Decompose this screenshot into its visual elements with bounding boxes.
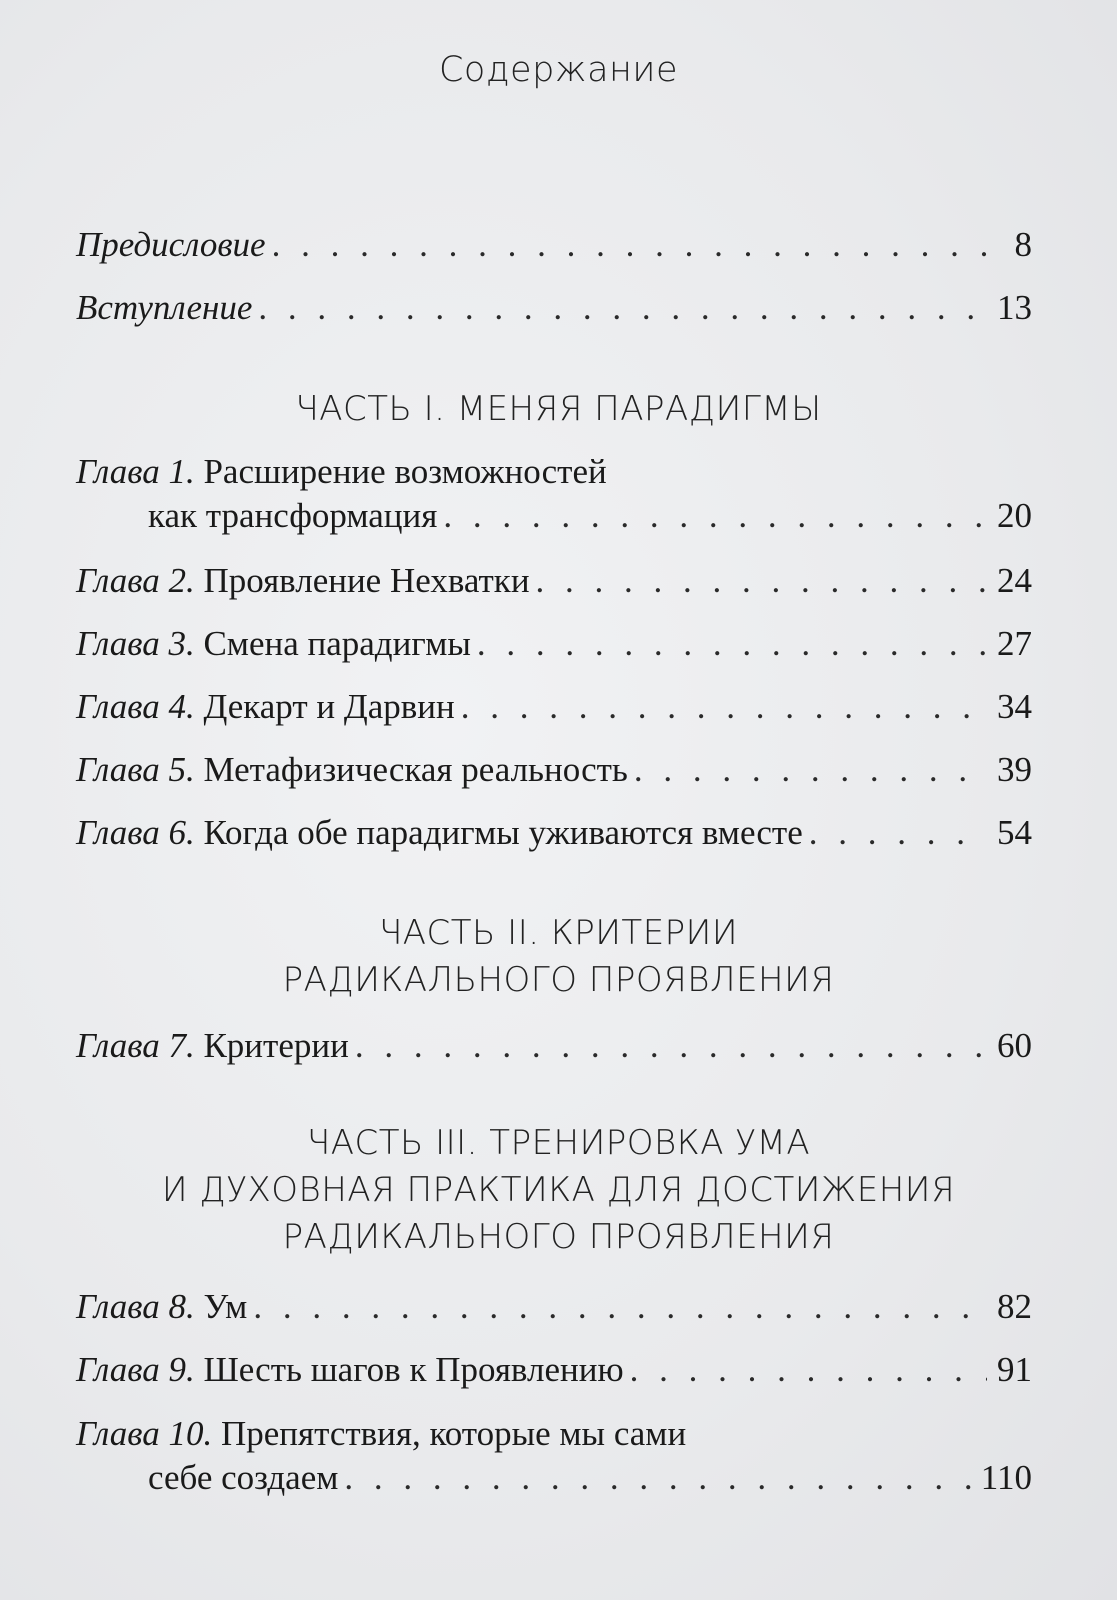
leader-dots <box>253 1285 987 1329</box>
chapter-prefix: Глава 10. <box>76 1414 213 1453</box>
chapter-title-continuation: себе создаем <box>148 1458 339 1497</box>
leader-dots <box>809 811 987 855</box>
leader-dots <box>461 685 987 729</box>
chapter-prefix: Глава 4. <box>76 687 195 726</box>
toc-entry-chapter-6[interactable] <box>76 811 1032 855</box>
toc-entry-preface[interactable] <box>76 223 1032 267</box>
toc-entry-chapter-5[interactable] <box>76 748 1032 792</box>
part-1-heading <box>0 386 1117 433</box>
part-heading-line: ЧАСТЬ II. КРИТЕРИИ <box>378 913 739 953</box>
entry-label: Вступление <box>76 288 253 327</box>
entry-page-number: 54 <box>997 813 1032 852</box>
toc-entry-chapter-10[interactable] <box>76 1412 1032 1500</box>
chapter-title: Проявление Нехватки <box>203 561 530 600</box>
chapter-title: Критерии <box>203 1026 349 1065</box>
entry-page-number: 20 <box>997 496 1032 535</box>
entry-page-number: 82 <box>997 1287 1032 1326</box>
leader-dots <box>258 286 987 330</box>
entry-page-number: 27 <box>997 624 1032 663</box>
toc-entry-introduction[interactable] <box>76 286 1032 330</box>
chapter-title: Смена парадигмы <box>203 624 471 663</box>
entry-page-number: 39 <box>997 750 1032 789</box>
leader-dots <box>344 1456 970 1500</box>
entry-page-number: 91 <box>997 1350 1032 1389</box>
entry-page-number: 60 <box>997 1026 1032 1065</box>
part-heading-line: РАДИКАЛЬНОГО ПРОЯВЛЕНИЯ <box>282 960 835 1000</box>
part-2-heading <box>0 910 1117 1004</box>
chapter-title: Ум <box>203 1287 248 1326</box>
toc-entry-chapter-8[interactable] <box>76 1285 1032 1329</box>
leader-dots <box>355 1024 987 1068</box>
toc-entry-chapter-9[interactable] <box>76 1348 1032 1392</box>
entry-page-number: 34 <box>997 687 1032 726</box>
chapter-prefix: Глава 5. <box>76 750 195 789</box>
chapter-title: Препятствия, которые мы сами <box>220 1414 687 1453</box>
chapter-title: Метафизическая реальность <box>203 750 628 789</box>
chapter-prefix: Глава 7. <box>76 1026 195 1065</box>
leader-dots <box>272 223 1005 267</box>
part-heading-line: И ДУХОВНАЯ ПРАКТИКА ДЛЯ ДОСТИЖЕНИЯ <box>161 1170 956 1210</box>
entry-page-number: 24 <box>997 561 1032 600</box>
chapter-title: Расширение возможностей <box>203 452 607 491</box>
part-3-heading <box>0 1120 1117 1261</box>
toc-entry-chapter-2[interactable] <box>76 559 1032 603</box>
leader-dots <box>477 622 987 666</box>
chapter-prefix: Глава 6. <box>76 813 195 852</box>
part-heading-line: ЧАСТЬ III. ТРЕНИРОВКА УМА <box>306 1123 811 1163</box>
entry-page-number: 8 <box>1014 225 1032 264</box>
chapter-title-continuation: как трансформация <box>148 496 438 535</box>
entry-page-number: 110 <box>980 1458 1032 1497</box>
chapter-title: Шесть шагов к Проявлению <box>203 1350 624 1389</box>
toc-title: Содержание <box>438 50 678 90</box>
leader-dots <box>443 494 987 538</box>
leader-dots <box>634 748 987 792</box>
chapter-title: Когда обе парадигмы уживаются вместе <box>203 813 803 852</box>
chapter-prefix: Глава 8. <box>76 1287 195 1326</box>
chapter-prefix: Глава 3. <box>76 624 195 663</box>
entry-label: Предисловие <box>76 225 266 264</box>
entry-page-number: 13 <box>997 288 1032 327</box>
toc-entry-chapter-7[interactable] <box>76 1024 1032 1068</box>
chapter-prefix: Глава 9. <box>76 1350 195 1389</box>
part-heading-line: РАДИКАЛЬНОГО ПРОЯВЛЕНИЯ <box>282 1217 835 1257</box>
leader-dots <box>630 1348 987 1392</box>
leader-dots <box>536 559 987 603</box>
chapter-title: Декарт и Дарвин <box>203 687 455 726</box>
part-heading-line: ЧАСТЬ I. МЕНЯЯ ПАРАДИГМЫ <box>295 389 822 429</box>
toc-entry-chapter-3[interactable] <box>76 622 1032 666</box>
chapter-prefix: Глава 1. <box>76 452 195 491</box>
toc-entry-chapter-4[interactable] <box>76 685 1032 729</box>
chapter-prefix: Глава 2. <box>76 561 195 600</box>
toc-entry-chapter-1[interactable] <box>76 450 1032 538</box>
